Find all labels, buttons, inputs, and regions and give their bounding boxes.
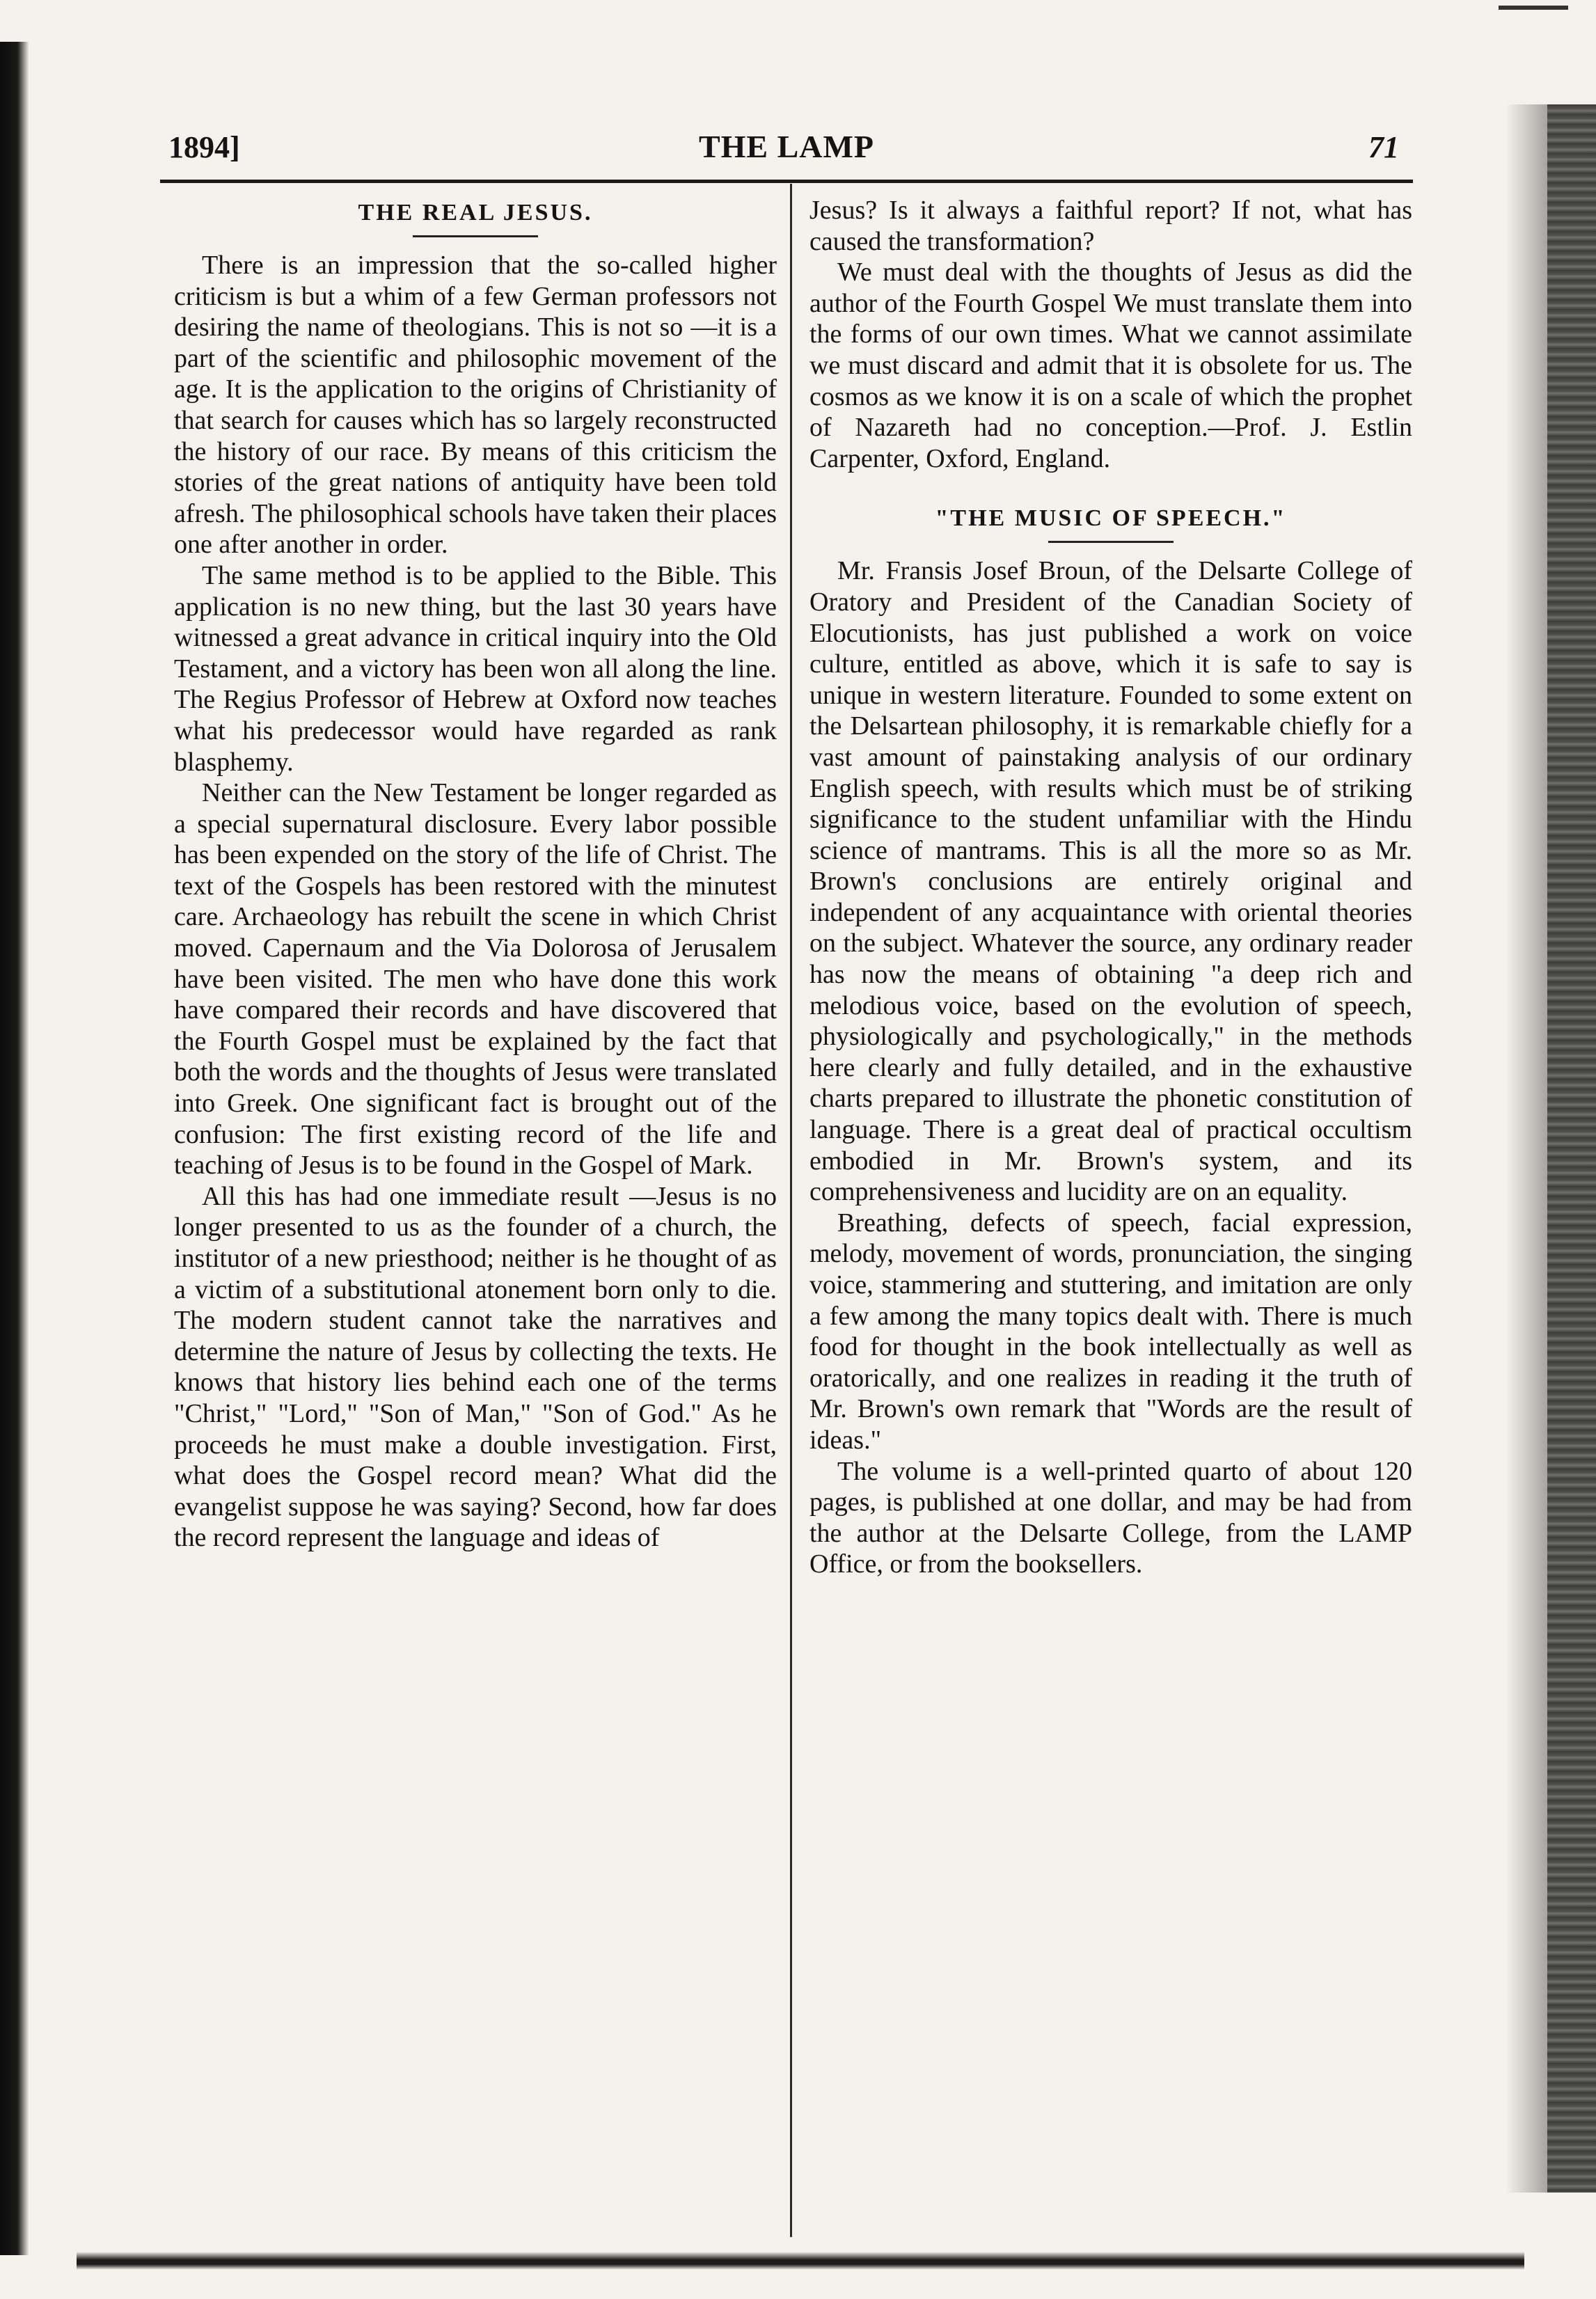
- paragraph: Mr. Fransis Josef Broun, of the Delsarte College of Oratory and President of the Canadian Society of Elocutionists, has just published a work on voice culture, entitled as above, which it is safe to say is unique in western literature. Founded to some extent on the Delsartean philosophy, it is remarkable chiefly for a vast amount of painstaking analysis of our ordinary English speech, with results which must be of striking significance to the student unfamiliar with the Hindu science of mantrams. This is all the more so as Mr. Brown's conclusions are entirely original and independent of any acquaintance with oriental theories on the subject. Whatever the source, any ordinary reader has now the means of obtaining "a deep rich and melodious voice, based on the evolution of speech, physiologically and psychologically," in the methods here clearly and fully detailed, and in the exhaustive charts prepared to illustrate the phonetic constitution of language. There is a great deal of practical occultism embodied in Mr. Brown's system, and its comprehensiveness and lucidity are on an equality.: [809, 556, 1412, 1207]
- article-title-real-jesus: THE REAL JESUS.: [358, 200, 593, 226]
- paragraph: All this has had one immediate result —Jesus is no longer presented to us as the founder of a church, the institutor of a new priesthood; neither is he thought of as a victim of a substitutional atonement born only to die. The modern student cannot take the narratives and determine the nature of Jesus by collecting the texts. He knows that history lies behind each one of the terms "Christ," "Lord," "Son of Man," "Son of God." As he proceeds he must make a double investigation. First, what does the Gospel record mean? What did the evangelist suppose he was saying? Second, how far does the record represent the language and ideas of: [174, 1181, 777, 1553]
- article-title-music-of-speech: "THE MUSIC OF SPEECH.": [935, 505, 1287, 532]
- header-rule: [160, 180, 1413, 183]
- paragraph-continued: Jesus? Is it always a faithful report? If not, what has caused the transformation?: [809, 196, 1412, 256]
- scan-top-right-mark: [1499, 6, 1568, 10]
- header-title: THE LAMP: [698, 129, 875, 164]
- paragraph: We must deal with the thoughts of Jesus as did the author of the Fourth Gospel We must translate them into the forms of our own times. What we cannot assimilate we must discard and admit that it is obsolete for us. The cosmos as we know it is on a scale of which the prophet of Nazareth had no conception.—Prof. J. Estlin Carpenter, Oxford, England.: [809, 258, 1412, 473]
- scan-right-edge-shadow: [1547, 104, 1596, 2193]
- paragraph: The same method is to be applied to the Bible. This application is no new thing, but the last 30 years have witnessed a great advance in critical inquiry into the Old Testament, and a victory has been won all along the line. The Regius Professor of Hebrew at Oxford now teaches what his predecessor would have regarded as rank blasphemy.: [174, 560, 777, 777]
- article-body-real-jesus: [174, 250, 777, 1554]
- article-continuation: [809, 195, 1412, 474]
- title-rule: [1048, 541, 1174, 543]
- paragraph: Breathing, defects of speech, facial expression, melody, movement of words, pronunciation, the singing voice, stammering and stuttering, and imitation are only a few among the many topics dealt with. There is much food for thought in the book intellectually as well as oratorically, and one realizes in reading it the truth of Mr. Brown's own remark that "Words are the result of ideas.": [809, 1208, 1412, 1455]
- scan-left-edge-shadow: [0, 42, 29, 2255]
- scan-bottom-edge-shadow: [77, 2252, 1524, 2270]
- running-header: [160, 125, 1413, 174]
- title-rule: [413, 235, 538, 237]
- paragraph: There is an impression that the so-called higher criticism is but a whim of a few German professors not desiring the name of theologians. This is not so —it is a part of the scientific and philosophic movement of the age. It is the application to the origins of Christianity of that search for causes which has so largely reconstructed the history of our race. By means of this criticism the stories of the great nations of antiquity have been told afresh. The philosophical schools have taken their places one after another in order.: [174, 251, 777, 560]
- paragraph: Neither can the New Testament be longer regarded as a special supernatural disclosure. Every labor possible has been expended on the story of the life of Christ. The text of the Gospels has been restored with the minutest care. Archaeology has rebuilt the scene in which Christ moved. Capernaum and the Via Dolorosa of Jerusalem have been visited. The men who have done this work have compared their records and have discovered that the Fourth Gospel must be explained by the fact that both the words and the thoughts of Jesus were translated into Greek. One significant fact is brought out of the confusion: The first existing record of the life and teaching of Jesus is to be found in the Gospel of Mark.: [174, 778, 777, 1180]
- paragraph: The volume is a well-printed quarto of about 120 pages, is published at one dollar, and may be had from the author at the Delsarte College, from the LAMP Office, or from the booksellers.: [809, 1456, 1412, 1579]
- right-column: [809, 195, 1412, 1580]
- column-divider: [790, 184, 792, 2237]
- newspaper-page: [160, 125, 1413, 2241]
- left-column: [174, 195, 777, 1554]
- header-year: 1894]: [168, 130, 240, 164]
- scan-right-edge-fade: [1506, 104, 1547, 2193]
- article-body-music-of-speech: [809, 555, 1412, 1580]
- header-page-number: 71: [1368, 130, 1399, 164]
